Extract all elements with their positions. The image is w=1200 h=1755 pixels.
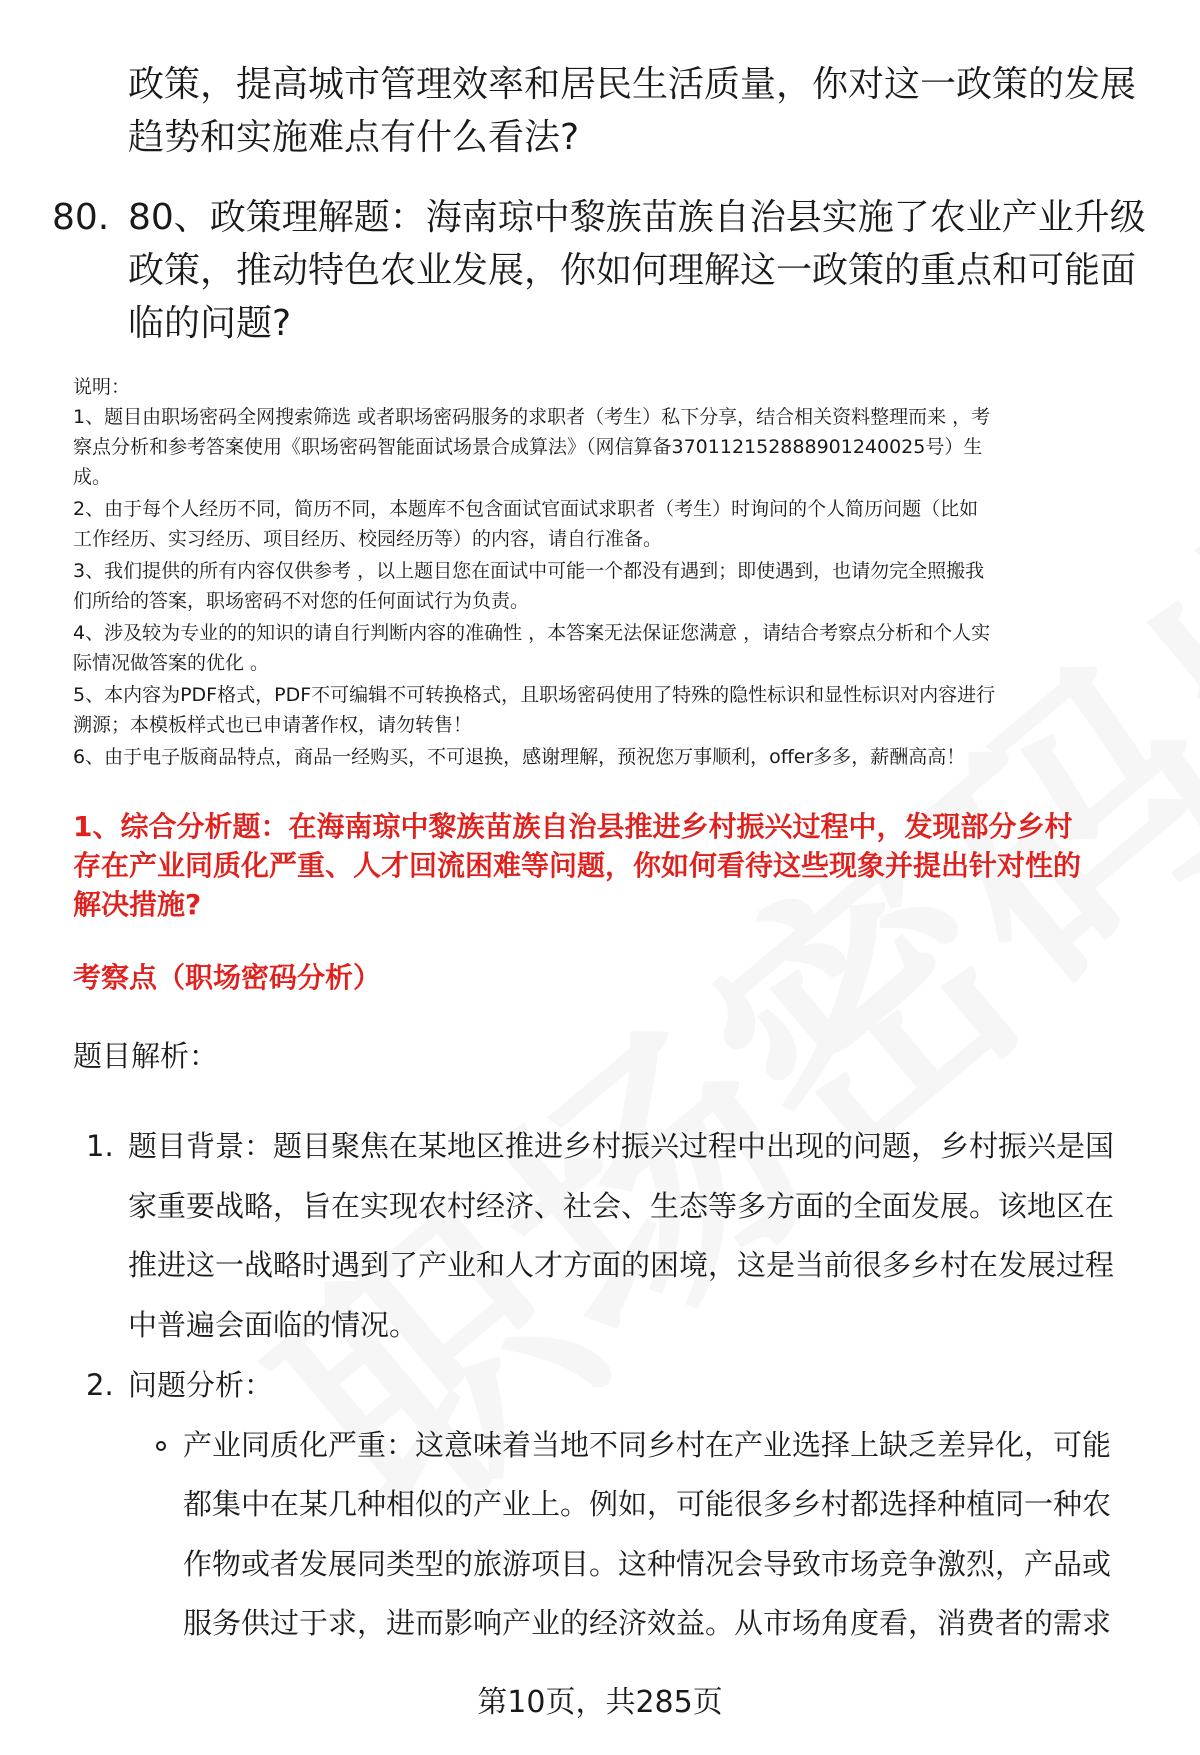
note-line: 察点分析和参考答案使用《职场密码智能面试场景合成算法》（网信算备370112152888901240025号）生 xyxy=(73,436,983,458)
note-line: 4、涉及较为专业的的知识的请自行判断内容的准确性 ，本答案无法保证您满意 ，请结合考察点分析和个人实 xyxy=(73,622,991,644)
item-line: 推进这一战略时遇到了产业和人才方面的困境，这是当前很多乡村在发展过程 xyxy=(128,1248,1115,1282)
question-line: 政策，推动特色农业发展，你如何理解这一政策的重点和可能面 xyxy=(128,250,1137,291)
item-line: 中普遍会面临的情况。 xyxy=(128,1308,419,1342)
question-1-line: 存在产业同质化严重、人才回流困难等问题，你如何看待这些现象并提出针对性的 xyxy=(73,849,1082,882)
note-line: 6、由于电子版商品特点，商品一经购买，不可退换，感谢理解，预祝您万事顺利，offer多多，薪酬高高！ xyxy=(73,746,966,768)
exam-points-heading: 考察点（职场密码分析） xyxy=(73,961,382,994)
sub-bullet-line: 服务供过于求，进而影响产业的经济效益。从市场角度看，消费者的需求 xyxy=(183,1606,1112,1640)
item-number: 1. xyxy=(86,1129,114,1163)
item-label: 问题分析： xyxy=(128,1368,274,1402)
question-line: 80、政策理解题：海南琼中黎族苗族自治县实施了农业产业升级 xyxy=(128,197,1146,238)
question-number: 80. xyxy=(52,197,110,238)
bullet-circle-icon xyxy=(156,1441,166,1451)
note-line: 成。 xyxy=(73,466,112,488)
item-line: 题目背景：题目聚焦在某地区推进乡村振兴过程中出现的问题，乡村振兴是国 xyxy=(128,1129,1115,1163)
note-line: 们所给的答案，职场密码不对您的任何面试行为负责。 xyxy=(73,590,530,612)
note-line: 3、我们提供的所有内容仅供参考 ，以上题目您在面试中可能一个都没有遇到；即使遇到，也请勿完全照搬我 xyxy=(73,560,985,582)
sub-bullet-line: 都集中在某几种相似的产业上。例如，可能很多乡村都选择种植同一种农 xyxy=(183,1487,1112,1521)
prev-question-line: 趋势和实施难点有什么看法? xyxy=(128,117,580,158)
note-line: 工作经历、实习经历、项目经历、校园经历等）的内容，请自行准备。 xyxy=(73,528,663,550)
note-line: 5、本内容为PDF格式，PDF不可编辑不可转换格式，且职场密码使用了特殊的隐性标识和显性标识对内容进行 xyxy=(73,684,996,706)
item-number: 2. xyxy=(86,1368,114,1402)
note-line: 溯源；本模板样式也已申请著作权，请勿转售！ xyxy=(73,714,473,736)
item-line: 家重要战略，旨在实现农村经济、社会、生态等多方面的全面发展。该地区在 xyxy=(128,1189,1115,1223)
question-1-line: 解决措施? xyxy=(73,888,202,921)
analysis-heading: 题目解析： xyxy=(73,1039,219,1073)
notes-title: 说明： xyxy=(73,376,131,398)
question-1-line: 1、综合分析题：在海南琼中黎族苗族自治县推进乡村振兴过程中，发现部分乡村 xyxy=(73,810,1073,843)
sub-bullet-line: 作物或者发展同类型的旅游项目。这种情况会导致市场竞争激烈，产品或 xyxy=(183,1547,1112,1581)
page-footer: 第10页，共285页 xyxy=(477,1685,723,1720)
question-line: 临的问题? xyxy=(128,303,292,344)
sub-bullet-line: 产业同质化严重：这意味着当地不同乡村在产业选择上缺乏差异化，可能 xyxy=(183,1428,1112,1462)
note-line: 2、由于每个人经历不同，简历不同，本题库不包含面试官面试求职者（考生）时询问的个人简历问题（比如 xyxy=(73,498,979,520)
note-line: 际情况做答案的优化 。 xyxy=(73,652,270,674)
note-line: 1、题目由职场密码全网搜索筛选 或者职场密码服务的求职者（考生）私下分享，结合相关资料整理而来 ，考 xyxy=(73,406,991,428)
prev-question-line: 政策，提高城市管理效率和居民生活质量，你对这一政策的发展 xyxy=(128,64,1137,105)
